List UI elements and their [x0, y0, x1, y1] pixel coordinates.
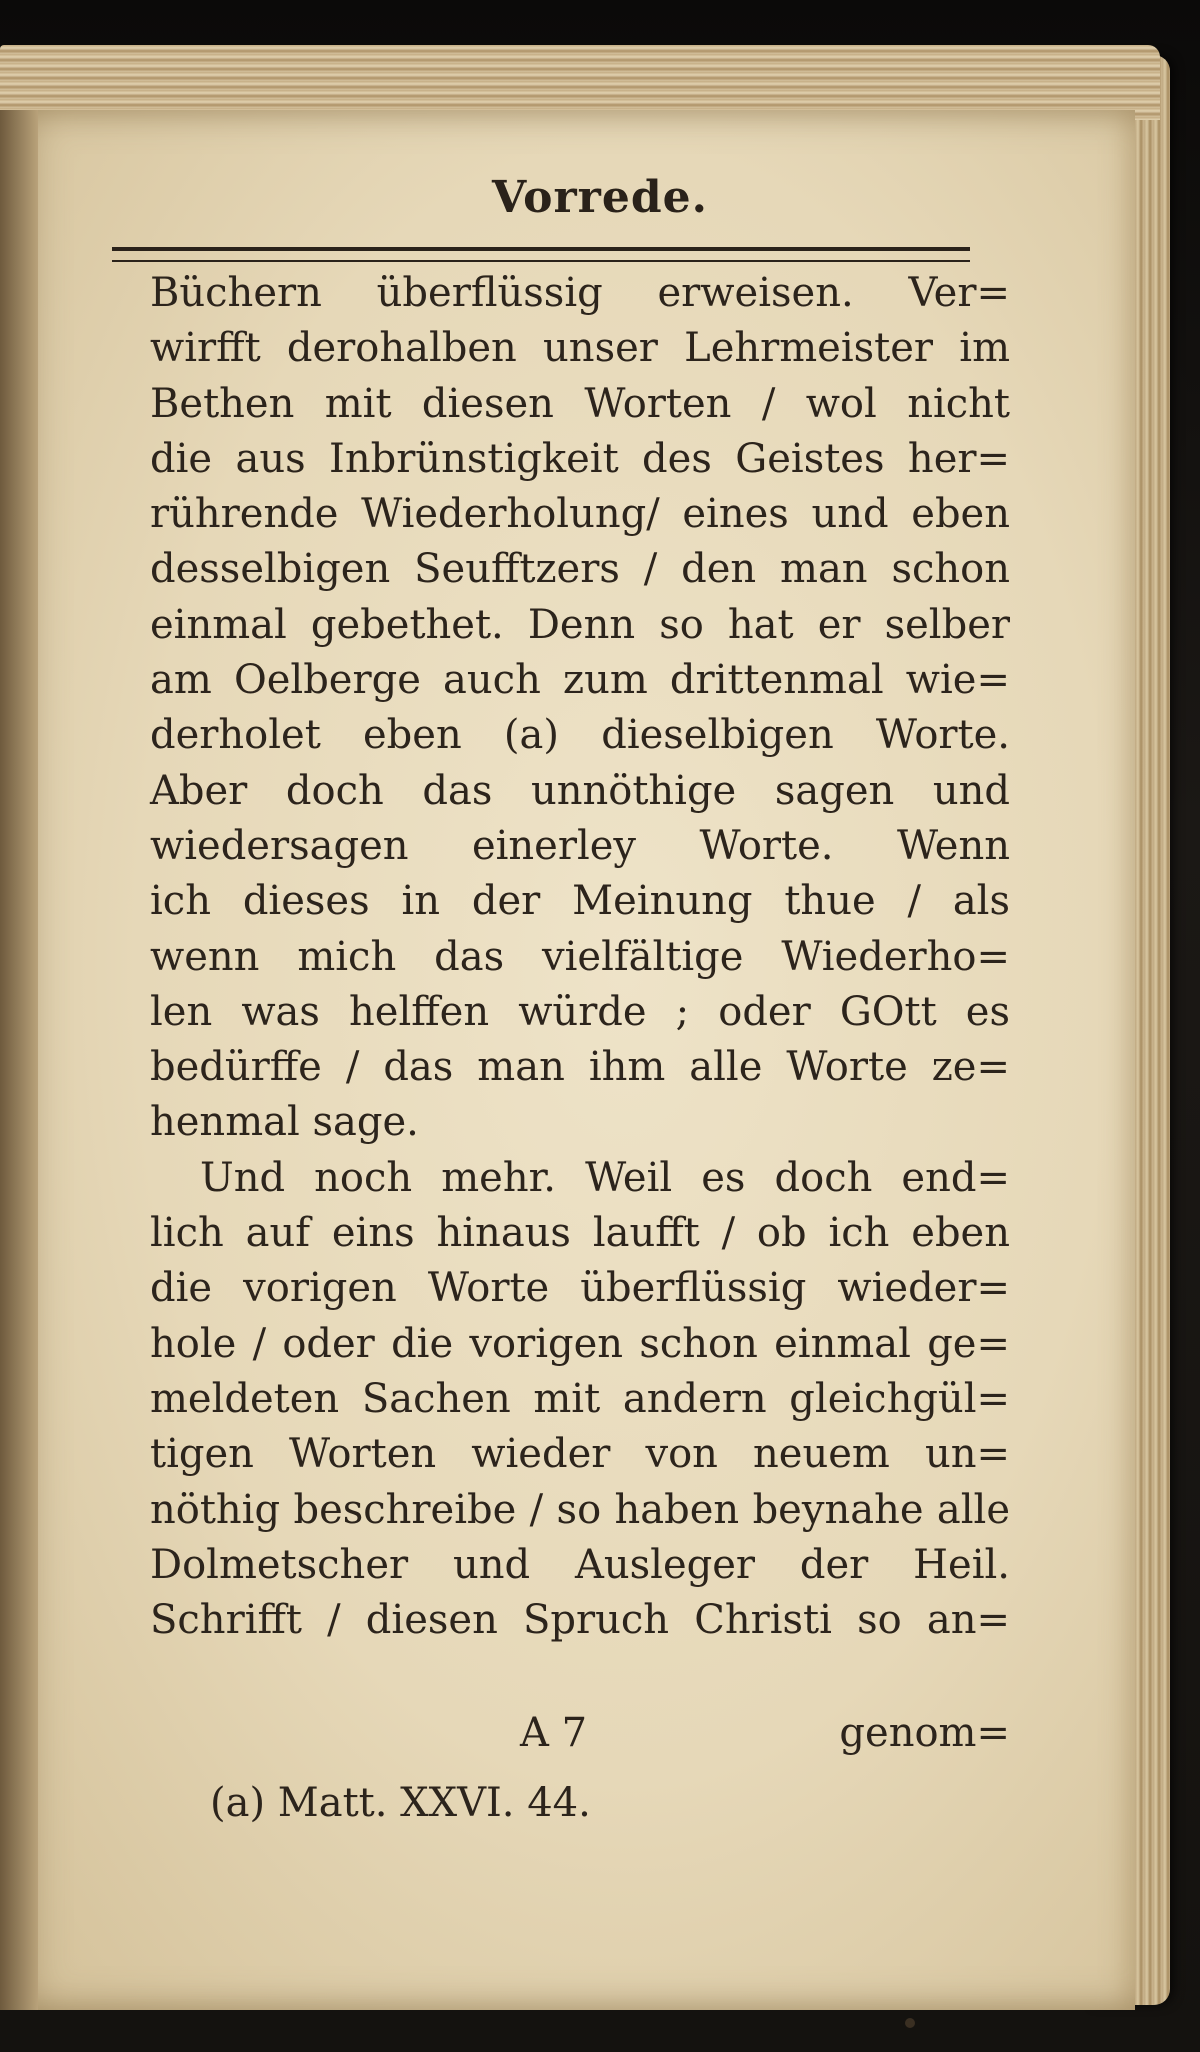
- text-line: wenn mich das vielfältige Wiederho=: [150, 933, 1010, 980]
- text-line: bedürffe / das man ihm alle Worte ze=: [150, 1044, 1010, 1091]
- body-text: [150, 266, 1010, 1648]
- text-line: Dolmetscher und Ausleger der Heil.: [150, 1541, 1010, 1588]
- signature-row: [150, 1710, 1010, 1765]
- text-line: ich dieses in der Meinung thue / als: [150, 878, 1010, 925]
- footnote: (a) Matt. XXVI. 44.: [210, 1780, 591, 1826]
- ink-speck: [905, 2018, 915, 2028]
- text-line: nöthig beschreibe / so haben beynahe alle: [150, 1486, 1010, 1533]
- book-gutter: [0, 110, 38, 2010]
- text-line: lich auf eins hinaus laufft / ob ich eben: [150, 1210, 1010, 1257]
- text-line: die vorigen Worte überflüssig wieder=: [150, 1265, 1010, 1312]
- catchword: genom=: [839, 1710, 1010, 1756]
- text-line: Schrifft / diesen Spruch Christi so an=: [150, 1597, 1010, 1644]
- text-line: rührende Wiederholung/ eines und eben: [150, 491, 1010, 538]
- text-line: meldeten Sachen mit andern gleichgül=: [150, 1375, 1010, 1422]
- text-line: derholet eben (a) dieselbigen Worte.: [150, 712, 1010, 759]
- text-line: desselbigen Seufftzers / den man schon: [150, 546, 1010, 593]
- signature-mark: A 7: [520, 1710, 588, 1756]
- text-line: tigen Worten wieder von neuem un=: [150, 1431, 1010, 1478]
- text-line: Büchern überflüssig erweisen. Ver=: [150, 270, 1010, 316]
- running-header: Vorrede.: [492, 172, 708, 223]
- text-line: hole / oder die vorigen schon einmal ge=: [150, 1320, 1010, 1367]
- text-line: Aber doch das unnöthige sagen und: [150, 767, 1010, 814]
- paragraph-start-line: Und noch mehr. Weil es doch end=: [200, 1154, 1010, 1201]
- text-line: wiedersagen einerley Worte. Wenn: [150, 822, 1010, 869]
- text-line: henmal sage.: [150, 1099, 419, 1146]
- text-line: die aus Inbrünstigkeit des Geistes her=: [150, 435, 1010, 482]
- text-line: wirfft derohalben unser Lehrmeister im: [150, 325, 1010, 372]
- text-line: einmal gebethet. Denn so hat er selber: [150, 601, 1010, 648]
- header-rule: [112, 247, 970, 262]
- text-line: Bethen mit diesen Worten / wol nicht: [150, 380, 1010, 427]
- text-line: am Oelberge auch zum drittenmal wie=: [150, 657, 1010, 704]
- text-line: len was helffen würde ; oder GOtt es: [150, 988, 1010, 1035]
- book-top-edge: [0, 45, 1160, 120]
